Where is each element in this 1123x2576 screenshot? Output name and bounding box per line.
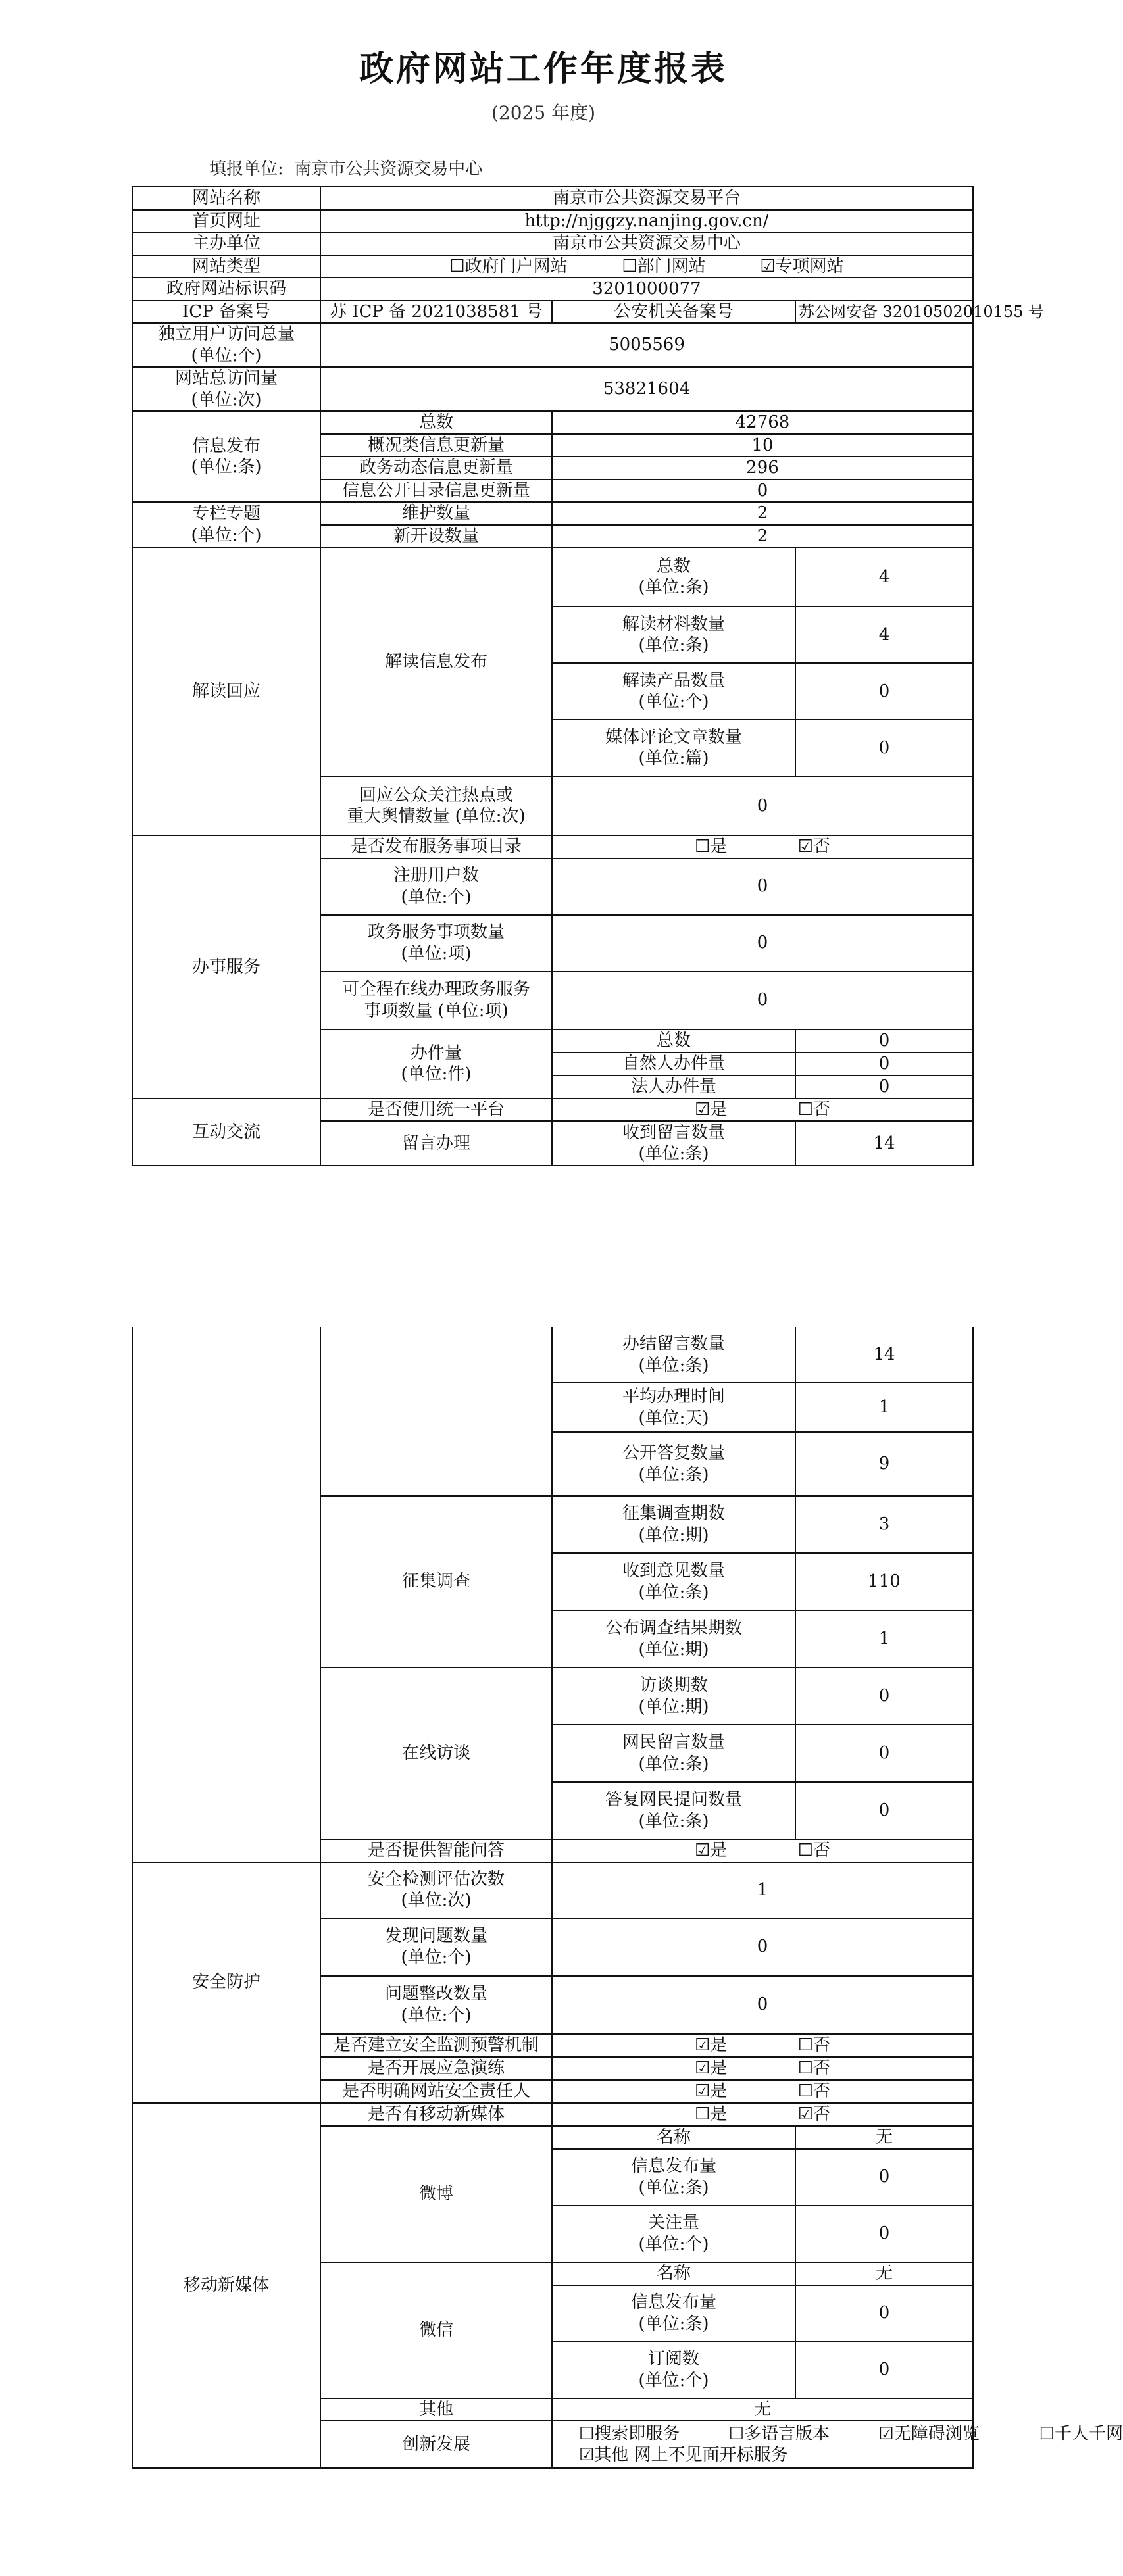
weibo-posts-value: 0 [795, 2149, 973, 2206]
police-value: 苏公网安备 32010502010155 号 [795, 301, 973, 324]
interact-platform-no: ☐否 [797, 1099, 831, 1120]
filler-value: 南京市公共资源交易中心 [294, 159, 483, 179]
row-site-name [132, 187, 973, 210]
security-drill-no: ☐否 [797, 2058, 831, 2078]
service-catalog-label: 是否发布服务事项目录 [320, 835, 552, 858]
security-issues-value: 0 [552, 1918, 973, 1976]
weibo-follow-value: 0 [795, 2206, 973, 2262]
interact-qa-options [552, 1839, 973, 1862]
type-gov-checkbox: ☐政府门户网站 [449, 256, 568, 276]
weibo-follow-label: 关注量 (单位:个) [552, 2206, 795, 2262]
interact-msg-done-value: 14 [795, 1327, 973, 1383]
mobile-label: 移动新媒体 [132, 2103, 320, 2469]
wechat-label: 微信 [320, 2262, 552, 2398]
interact-msg-recv-value: 14 [795, 1121, 973, 1166]
row-uv [132, 323, 973, 367]
service-cases-total-value: 0 [795, 1029, 973, 1053]
weibo-posts-label: 信息发布量 (单位:条) [552, 2149, 795, 2206]
row-site-url [132, 210, 973, 233]
uv-value: 5005569 [320, 323, 973, 367]
interp-media-label: 媒体评论文章数量 (单位:篇) [552, 720, 795, 776]
site-type-label: 网站类型 [132, 255, 320, 278]
interact-msg-public-value: 9 [795, 1432, 973, 1496]
innovation-barrier-free: ☑无障碍浏览 [878, 2423, 980, 2444]
pv-value: 53821604 [320, 367, 973, 411]
survey-opinions-label: 收到意见数量 (单位:条) [552, 1553, 795, 1610]
service-online-value: 0 [552, 972, 973, 1029]
weibo-name-value: 无 [795, 2126, 973, 2149]
pv-label: 网站总访问量 (单位:次) [132, 367, 320, 411]
interact-msg-time-label: 平均办理时间 (单位:天) [552, 1383, 795, 1432]
interact-msg-recv-label: 收到留言数量 (单位:条) [552, 1121, 795, 1166]
survey-periods-label: 征集调查期数 (单位:期) [552, 1496, 795, 1553]
filler-unit [209, 155, 482, 180]
interact-msg-time-value: 1 [795, 1383, 973, 1432]
row-mobile-has [132, 2103, 973, 2126]
interact-platform-label: 是否使用统一平台 [320, 1099, 552, 1122]
row-service-catalog [132, 835, 973, 858]
police-label: 公安机关备案号 [552, 301, 795, 324]
column-maintain-label: 维护数量 [320, 502, 552, 525]
wechat-posts-label: 信息发布量 (单位:条) [552, 2285, 795, 2342]
interp-publish-label: 解读信息发布 [320, 547, 552, 776]
interact-qa-label: 是否提供智能问答 [320, 1839, 552, 1862]
service-cases-legal-label: 法人办件量 [552, 1076, 795, 1099]
info-overview-label: 概况类信息更新量 [320, 434, 552, 457]
interact-platform-options [552, 1099, 973, 1122]
service-catalog-no: ☑否 [797, 837, 831, 856]
info-label: 信息发布 (单位:条) [132, 411, 320, 502]
security-owner-yes: ☑是 [694, 2081, 728, 2101]
report-year: (2025 年度) [491, 102, 595, 124]
uv-label: 独立用户访问总量 (单位:个) [132, 323, 320, 367]
site-org-label: 主办单位 [132, 232, 320, 255]
security-drill-yes: ☑是 [694, 2058, 728, 2078]
report-table-part2 [132, 1327, 1123, 2469]
security-owner-label: 是否明确网站安全责任人 [320, 2080, 552, 2103]
interview-answers-value: 0 [795, 1782, 973, 1839]
security-owner-no: ☐否 [797, 2081, 831, 2101]
interact-cont-label [132, 1327, 320, 1862]
wechat-posts-value: 0 [795, 2285, 973, 2342]
interview-msgs-value: 0 [795, 1725, 973, 1782]
info-total-value: 42768 [552, 411, 973, 434]
icp-label: ICP 备案号 [132, 301, 320, 324]
row-site-type [132, 255, 973, 278]
interp-response-value: 0 [552, 776, 973, 835]
info-catalog-label: 信息公开目录信息更新量 [320, 480, 552, 503]
filler-label: 填报单位: [209, 159, 284, 179]
security-fixed-value: 0 [552, 1976, 973, 2034]
report-table-part1 [132, 186, 1045, 1166]
column-maintain-value: 2 [552, 502, 973, 525]
interp-material-label: 解读材料数量 (单位:条) [552, 607, 795, 663]
service-cases-person-value: 0 [795, 1053, 973, 1076]
interview-periods-label: 访谈期数 (单位:期) [552, 1668, 795, 1725]
interact-msg-cont [320, 1327, 552, 1496]
interact-qa-no: ☐否 [797, 1841, 831, 1860]
security-warn-options [552, 2034, 973, 2057]
service-cases-total-label: 总数 [552, 1029, 795, 1053]
service-cases-legal-value: 0 [795, 1076, 973, 1099]
page-title: 政府网站工作年度报表 [359, 49, 728, 89]
site-id-value: 3201000077 [320, 278, 973, 301]
service-catalog-yes: ☐是 [694, 837, 728, 856]
interview-label: 在线访谈 [320, 1668, 552, 1839]
security-issues-label: 发现问题数量 (单位:个) [320, 1918, 552, 1976]
security-drill-options [552, 2057, 973, 2080]
mobile-has-options [552, 2103, 973, 2126]
service-cases-person-label: 自然人办件量 [552, 1053, 795, 1076]
interview-msgs-label: 网民留言数量 (单位:条) [552, 1725, 795, 1782]
security-eval-value: 1 [552, 1862, 973, 1918]
mobile-has-no: ☑否 [797, 2104, 831, 2124]
service-cases-label: 办件量 (单位:件) [320, 1029, 552, 1099]
row-interp-total [132, 547, 973, 607]
site-url-value: http://njggzy.nanjing.gov.cn/ [320, 210, 973, 233]
wechat-subs-label: 订阅数 (单位:个) [552, 2342, 795, 2398]
innovation-options [552, 2421, 1123, 2468]
interact-qa-yes: ☑是 [694, 1841, 728, 1860]
security-warn-label: 是否建立安全监测预警机制 [320, 2034, 552, 2057]
site-id-label: 政府网站标识码 [132, 278, 320, 301]
info-catalog-value: 0 [552, 480, 973, 503]
icp-value: 苏 ICP 备 2021038581 号 [320, 301, 552, 324]
site-type-options [320, 255, 973, 278]
security-drill-label: 是否开展应急演练 [320, 2057, 552, 2080]
innovation-other: ☑其他 网上不见面开标服务 [579, 2445, 893, 2465]
mobile-other-label: 其他 [320, 2398, 552, 2421]
interp-response-label: 回应公众关注热点或 重大舆情数量 (单位:次) [320, 776, 552, 835]
row-interact-msg-done [132, 1327, 973, 1383]
service-items-label: 政务服务事项数量 (单位:项) [320, 915, 552, 972]
interp-total-label: 总数 (单位:条) [552, 547, 795, 607]
column-label: 专栏专题 (单位:个) [132, 502, 320, 547]
interp-total-value: 4 [795, 547, 973, 607]
info-overview-value: 10 [552, 434, 973, 457]
survey-results-value: 1 [795, 1610, 973, 1668]
innovation-multilang: ☐多语言版本 [728, 2423, 830, 2444]
interp-label: 解读回应 [132, 547, 320, 835]
site-url-label: 首页网址 [132, 210, 320, 233]
security-warn-no: ☐否 [797, 2035, 831, 2055]
row-column-maintain [132, 502, 973, 525]
wechat-subs-value: 0 [795, 2342, 973, 2398]
row-site-id [132, 278, 973, 301]
interp-product-label: 解读产品数量 (单位:个) [552, 663, 795, 720]
interact-platform-yes: ☑是 [694, 1099, 728, 1120]
interact-label: 互动交流 [132, 1099, 320, 1166]
survey-opinions-value: 110 [795, 1553, 973, 1610]
info-dynamic-value: 296 [552, 457, 973, 480]
interact-msg-public-label: 公开答复数量 (单位:条) [552, 1432, 795, 1496]
innovation-personal: ☐千人千网 [1039, 2423, 1123, 2444]
survey-periods-value: 3 [795, 1496, 973, 1553]
mobile-has-yes: ☐是 [694, 2104, 728, 2124]
interview-periods-value: 0 [795, 1668, 973, 1725]
interact-msg-label: 留言办理 [320, 1121, 552, 1166]
weibo-label: 微博 [320, 2126, 552, 2262]
row-security-eval [132, 1862, 973, 1918]
innovation-search: ☐搜索即服务 [579, 2423, 680, 2444]
info-total-label: 总数 [320, 411, 552, 434]
service-catalog-options [552, 835, 973, 858]
mobile-has-label: 是否有移动新媒体 [320, 2103, 552, 2126]
security-label: 安全防护 [132, 1862, 320, 2103]
interp-material-value: 4 [795, 607, 973, 663]
row-site-org [132, 232, 973, 255]
row-interact-platform [132, 1099, 973, 1122]
security-eval-label: 安全检测评估次数 (单位:次) [320, 1862, 552, 1918]
column-new-value: 2 [552, 525, 973, 548]
survey-results-label: 公布调查结果期数 (单位:期) [552, 1610, 795, 1668]
security-owner-options [552, 2080, 973, 2103]
survey-label: 征集调查 [320, 1496, 552, 1668]
site-name-label: 网站名称 [132, 187, 320, 210]
security-fixed-label: 问题整改数量 (单位:个) [320, 1976, 552, 2034]
info-dynamic-label: 政务动态信息更新量 [320, 457, 552, 480]
service-label: 办事服务 [132, 835, 320, 1099]
service-users-value: 0 [552, 858, 973, 915]
wechat-name-label: 名称 [552, 2262, 795, 2285]
type-dept-checkbox: ☐部门网站 [622, 256, 706, 276]
site-org-value: 南京市公共资源交易中心 [320, 232, 973, 255]
site-name-value: 南京市公共资源交易平台 [320, 187, 973, 210]
interact-msg-done-label: 办结留言数量 (单位:条) [552, 1327, 795, 1383]
service-online-label: 可全程在线办理政务服务 事项数量 (单位:项) [320, 972, 552, 1029]
type-special-checkbox: ☑专项网站 [760, 256, 844, 276]
row-pv [132, 367, 973, 411]
column-new-label: 新开设数量 [320, 525, 552, 548]
weibo-name-label: 名称 [552, 2126, 795, 2149]
wechat-name-value: 无 [795, 2262, 973, 2285]
interp-product-value: 0 [795, 663, 973, 720]
innovation-label: 创新发展 [320, 2421, 552, 2468]
row-info-total [132, 411, 973, 434]
mobile-other-value: 无 [552, 2398, 973, 2421]
interview-answers-label: 答复网民提问数量 (单位:条) [552, 1782, 795, 1839]
service-items-value: 0 [552, 915, 973, 972]
service-users-label: 注册用户数 (单位:个) [320, 858, 552, 915]
interp-media-value: 0 [795, 720, 973, 776]
security-warn-yes: ☑是 [694, 2035, 728, 2055]
row-icp [132, 301, 973, 324]
